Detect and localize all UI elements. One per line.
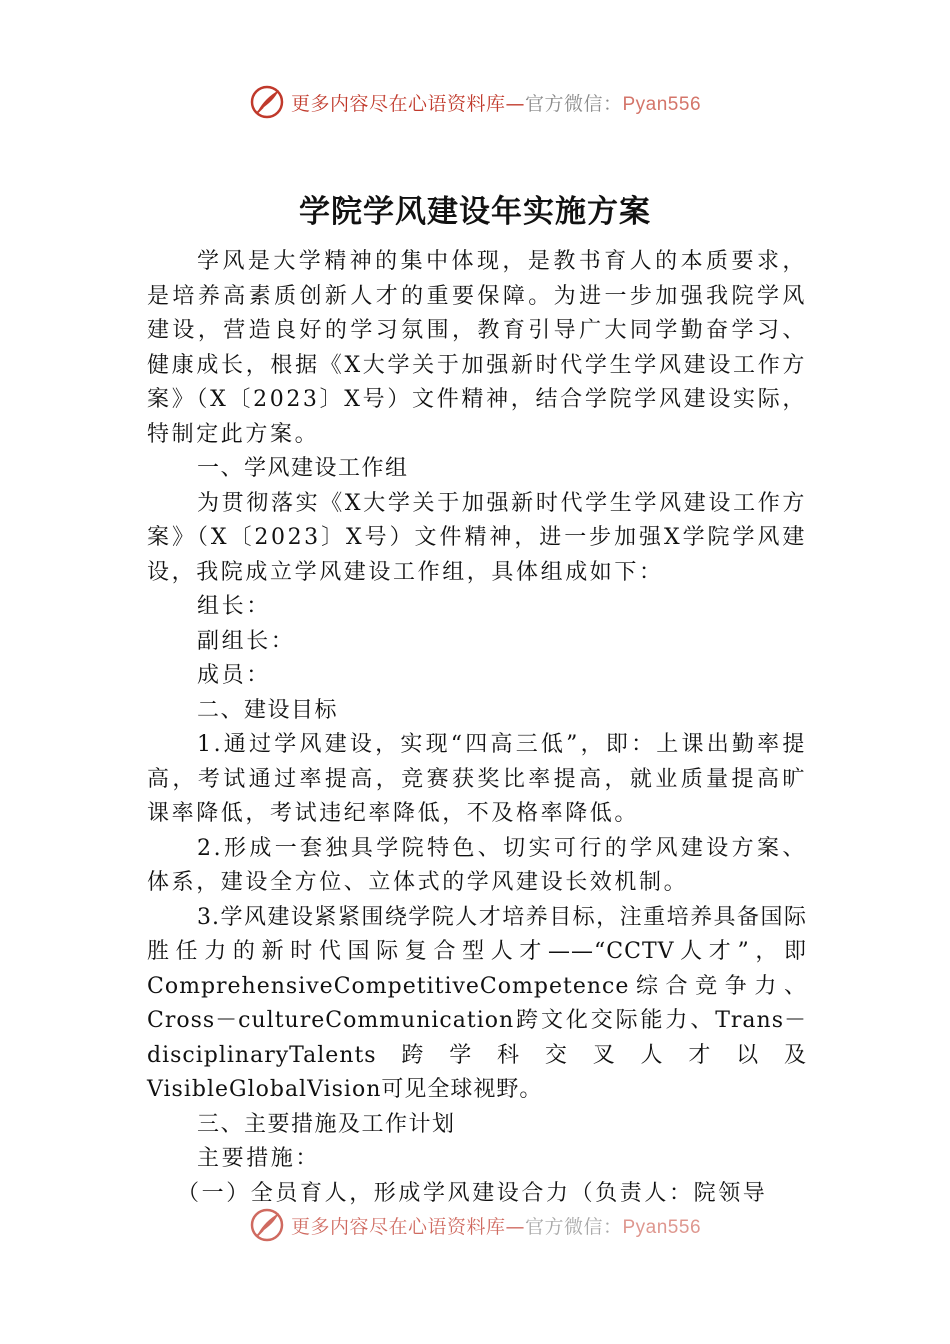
quill-logo-icon bbox=[249, 84, 285, 120]
watermark-text bbox=[291, 1212, 701, 1239]
goal-3: 3.学风建设紧紧围绕学院人才培养目标，注重培养具备国际胜任力的新时代国际复合型人才——“CCTV人才”，即ComprehensiveCompetitiveCompetence综合竞争力、Cross－cultureCommunication跨文化交际能力、Trans－disciplinaryTalents跨学科交叉人才以及VisibleGlobalVision可见全球视野。 bbox=[147, 904, 807, 1102]
watermark-footer bbox=[0, 1205, 950, 1245]
section1-paragraph: 为贯彻落实《X大学关于加强新时代学生学风建设工作方案》（X〔2023〕X号）文件精神，进一步加强X学院学风建设，我院成立学风建设工作组，具体组成如下： bbox=[147, 490, 807, 585]
watermark-text bbox=[291, 89, 701, 116]
goal-2: 2.形成一套独具学院特色、切实可行的学风建设方案、体系，建设全方位、立体式的学风建设长效机制。 bbox=[147, 835, 807, 895]
members-line: 成员： bbox=[197, 663, 271, 688]
section3-heading: 三、主要措施及工作计划 bbox=[197, 1111, 456, 1137]
section2-heading: 二、建设目标 bbox=[197, 697, 339, 723]
goal-1: 1.通过学风建设，实现“四高三低”，即：上课出勤率提高，考试通过率提高，竞赛获奖比率提高，就业质量提高旷课率降低，考试违纪率降低，不及格率降低。 bbox=[147, 732, 807, 826]
watermark-header bbox=[0, 82, 950, 122]
document-title: 学院学风建设年实施方案 bbox=[299, 194, 651, 230]
watermark-main: 更多内容尽在心语资料库— bbox=[290, 1215, 525, 1238]
watermark-label: 官方微信： bbox=[524, 92, 623, 115]
document-body bbox=[147, 245, 807, 1211]
section1-heading: 一、学风建设工作组 bbox=[197, 456, 409, 481]
quill-logo-icon bbox=[249, 1207, 285, 1243]
watermark-main: 更多内容尽在心语资料库— bbox=[290, 92, 525, 115]
watermark-label: 官方微信： bbox=[524, 1215, 623, 1238]
vice-leader-line: 副组长： bbox=[197, 628, 296, 654]
measures-label: 主要措施： bbox=[197, 1146, 321, 1171]
intro-paragraph: 学风是大学精神的集中体现，是教书育人的本质要求，是培养高素质创新人才的重要保障。为进一步加强我院学风建设，营造良好的学习氛围，教育引导广大同学勤奋学习、健康成长，根据《X大学关于加强新时代学生学风建设工作方案》（X〔2023〕X号）文件精神，结合学院学风建设实际，特制定此方案。 bbox=[147, 249, 807, 447]
leader-line: 组长： bbox=[197, 594, 271, 619]
measure-1: （一）全员育人，形成学风建设合力（负责人：院领导 bbox=[177, 1180, 768, 1206]
watermark-id: Pyan556 bbox=[622, 93, 702, 115]
watermark-id: Pyan556 bbox=[622, 1216, 702, 1238]
